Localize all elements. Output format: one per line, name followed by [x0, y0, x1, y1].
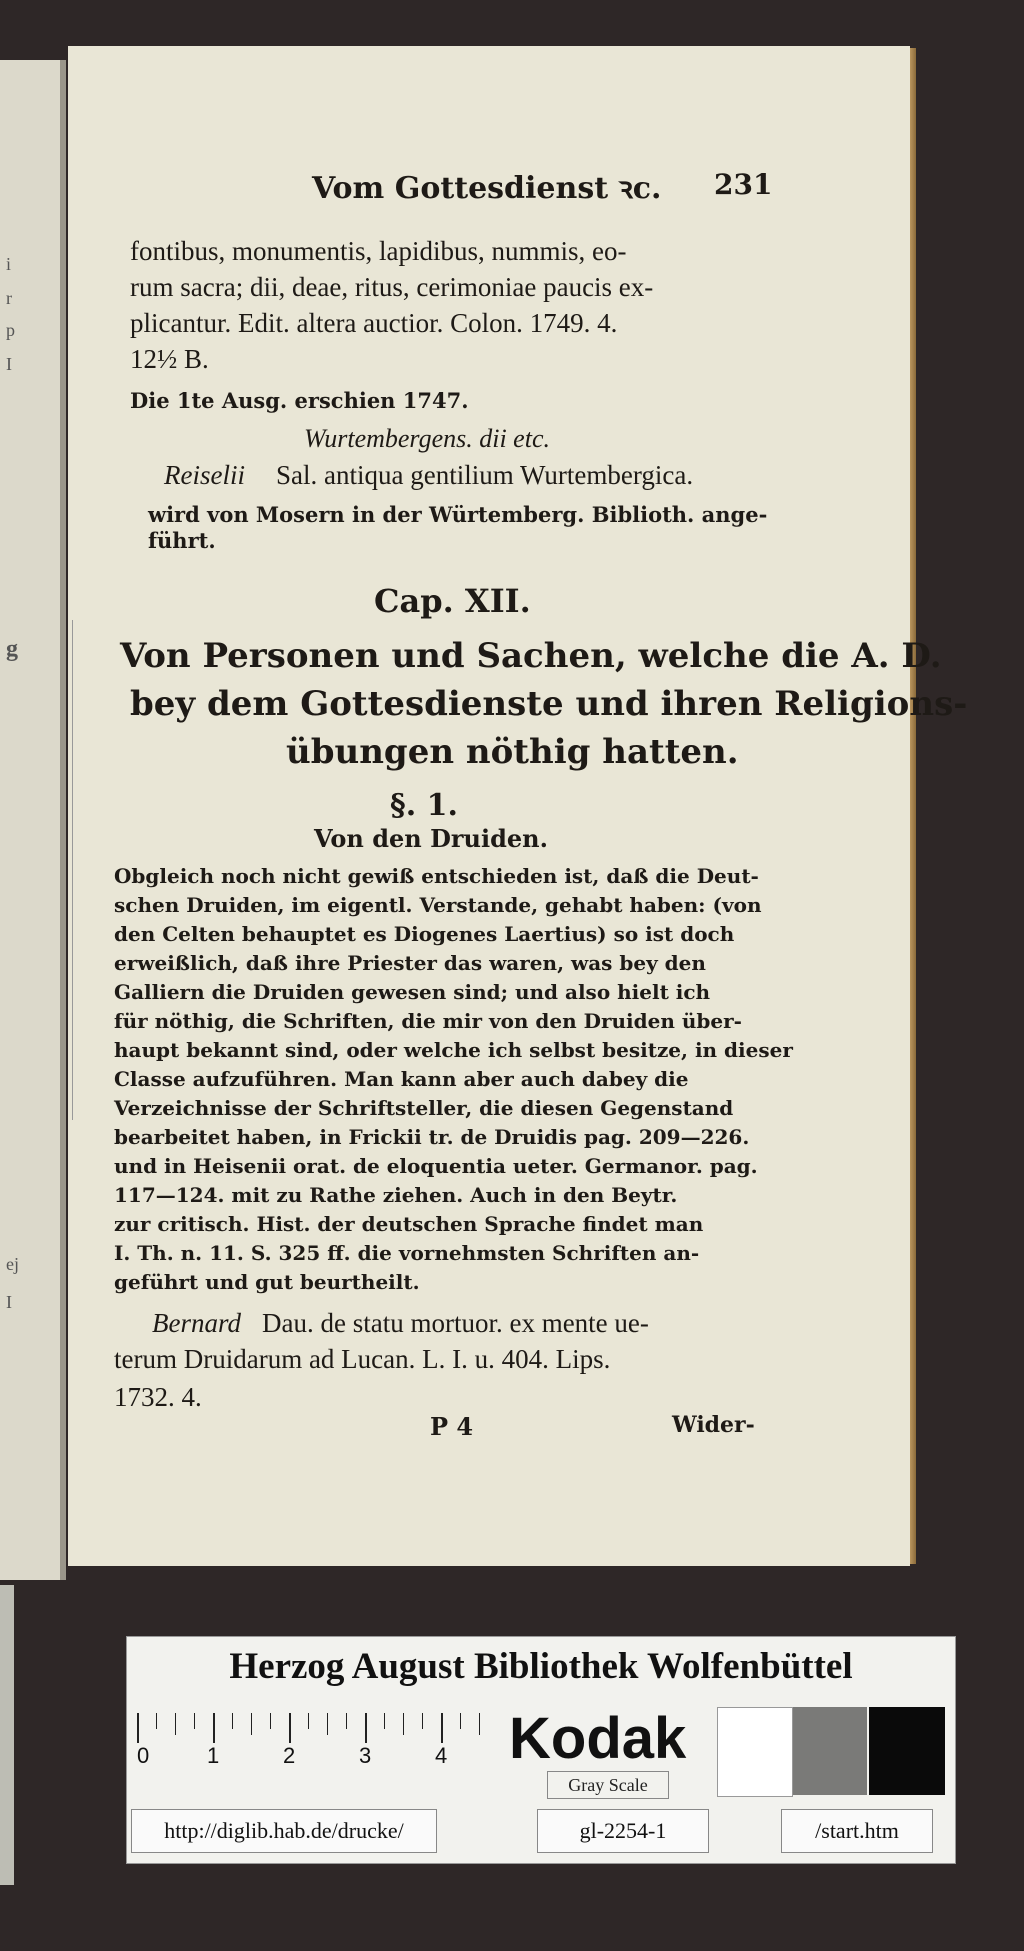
paragraph-line-4: erweißlich, daß ihre Priester das waren, was bey den: [114, 951, 706, 975]
ruler-tick-3: [365, 1713, 367, 1743]
chapter-title-line-3: übungen nöthig hatten.: [286, 732, 739, 772]
catchword: Wider-: [672, 1412, 755, 1438]
reiselii-title: Sal. antiqua gentilium Wurtembergica.: [276, 460, 694, 490]
start-box: [781, 1809, 933, 1853]
section-number: §. 1.: [390, 788, 458, 823]
ruler-tick-2: [289, 1713, 291, 1743]
ruler-minor-tick: [384, 1713, 385, 1729]
text-line-1: fontibus, monumentis, lapidibus, nummis, eo-: [130, 236, 627, 266]
ruler-number-3: 3: [359, 1743, 372, 1768]
left-fragment-5: g: [6, 636, 18, 662]
ruler-minor-tick: [270, 1713, 271, 1729]
shelfmark-box: [537, 1809, 709, 1853]
text-line-4: 12½ B.: [130, 344, 209, 374]
book-page: [68, 46, 968, 1566]
kodak-logo: Kodak: [509, 1706, 687, 1771]
margin-line: [72, 620, 73, 1120]
left-fragment-7: I: [6, 1292, 12, 1312]
ruler-number-0: 0: [137, 1743, 150, 1768]
url-text: http://diglib.hab.de/drucke/: [164, 1818, 404, 1843]
ruler-minor-tick: [156, 1713, 157, 1729]
ruler-minor-tick: [175, 1713, 176, 1735]
running-head: Vom Gottesdienst ꝛc.: [312, 171, 662, 206]
text-line-3: plicantur. Edit. altera auctior. Colon. 1749. 4.: [130, 308, 618, 338]
paragraph-line-12: 117—124. mit zu Rathe ziehen. Auch in den Beytr.: [114, 1183, 678, 1207]
paragraph-line-2: schen Druiden, im eigentl. Verstande, gehabt haben: (von: [114, 893, 762, 917]
underlying-sheet: [0, 1585, 14, 1885]
paragraph-line-5: Galliern die Druiden gewesen sind; und also hielt ich: [114, 980, 711, 1004]
ruler-minor-tick: [327, 1713, 328, 1735]
ruler-number-2: 2: [283, 1743, 296, 1768]
ruler-number-4: 4: [435, 1743, 448, 1768]
paragraph-line-15: geführt und gut beurtheilt.: [114, 1270, 420, 1294]
left-page-edge: [60, 60, 66, 1580]
text-line-2: rum sacra; dii, deae, ritus, cerimoniae paucis ex-: [130, 272, 654, 302]
paragraph-line-6: für nöthig, die Schriften, die mir von den Druiden über-: [114, 1009, 742, 1033]
bernard-line-3: 1732. 4.: [114, 1382, 202, 1412]
ruler-minor-tick: [346, 1713, 347, 1729]
ruler-minor-tick: [308, 1713, 309, 1729]
ruler-number-1: 1: [207, 1743, 220, 1768]
ruler-minor-tick: [403, 1713, 404, 1735]
edition-note: Die 1te Ausg. erschien 1747.: [130, 388, 469, 413]
paragraph-line-13: zur critisch. Hist. der deutschen Sprache findet man: [114, 1212, 704, 1236]
paragraph-line-8: Classe aufzuführen. Man kann aber auch dabey die: [114, 1067, 689, 1091]
signature-mark: P 4: [430, 1412, 474, 1441]
paragraph-line-10: bearbeitet haben, in Frickii tr. de Druidis pag. 209—226.: [114, 1125, 750, 1149]
paragraph-line-3: den Celten behauptet es Diogenes Laertius) so ist doch: [114, 922, 735, 946]
ruler: [137, 1709, 493, 1768]
white-swatch: [717, 1707, 793, 1797]
left-fragment-2: r: [6, 288, 12, 308]
left-fragment-1: i: [6, 254, 12, 274]
paragraph-line-1: Obgleich noch nicht gewiß entschieden ist, daß die Deut-: [114, 864, 759, 888]
ruler-minor-tick: [251, 1713, 252, 1735]
ruler-tick-0: [137, 1713, 139, 1743]
gray-swatch: [793, 1707, 867, 1795]
ruler-tick-1: [213, 1713, 215, 1743]
color-target-strip: [126, 1636, 956, 1864]
left-fragment-6: ej: [6, 1254, 19, 1274]
ruler-minor-tick: [232, 1713, 233, 1729]
ruler-minor-tick: [460, 1713, 461, 1729]
black-swatch: [869, 1707, 945, 1795]
page-number: 231: [714, 168, 773, 201]
wurtemberg-heading: Wurtembergens. dii etc.: [304, 424, 550, 453]
bernard-line-2: terum Druidarum ad Lucan. L. I. u. 404. Lips.: [114, 1344, 611, 1374]
moser-note-line-1: wird von Mosern in der Würtemberg. Biblioth. ange-: [148, 502, 768, 527]
left-fragment-4: I: [6, 354, 12, 374]
library-name: Herzog August Bibliothek Wolfenbüttel: [229, 1646, 853, 1687]
chapter-title-line-1: Von Personen und Sachen, welche die A. D.: [120, 636, 942, 676]
ruler-minor-tick: [479, 1713, 480, 1735]
bernard-line-1: Dau. de statu mortuor. ex mente ue-: [262, 1308, 649, 1338]
url-box: [131, 1809, 437, 1853]
paragraph-line-9: Verzeichnisse der Schriftsteller, die diesen Gegenstand: [114, 1096, 734, 1120]
moser-note-line-2: führt.: [148, 528, 216, 553]
section-title: Von den Druiden.: [314, 824, 548, 853]
reiselii-author: Reiselii: [164, 460, 245, 490]
left-page-fragment: [0, 60, 66, 1580]
chapter-number: Cap. XII.: [374, 582, 531, 620]
left-fragment-3: p: [6, 320, 15, 340]
paragraph-line-7: haupt bekannt sind, oder welche ich selbst besitze, in dieser: [114, 1038, 793, 1062]
chapter-title-line-2: bey dem Gottesdienste und ihren Religions-: [130, 684, 968, 724]
paragraph-line-11: und in Heisenii orat. de eloquentia ueter. Germanor. pag.: [114, 1154, 758, 1178]
bernard-author: Bernard: [152, 1308, 241, 1338]
start-text: /start.htm: [815, 1818, 899, 1843]
shelfmark-text: gl-2254-1: [579, 1818, 667, 1843]
ruler-minor-tick: [422, 1713, 423, 1729]
ruler-minor-tick: [194, 1713, 195, 1729]
gray-scale-label: Gray Scale: [547, 1771, 669, 1799]
ruler-tick-4: [441, 1713, 443, 1743]
paragraph-line-14: I. Th. n. 11. S. 325 ff. die vornehmsten Schriften an-: [114, 1241, 700, 1265]
